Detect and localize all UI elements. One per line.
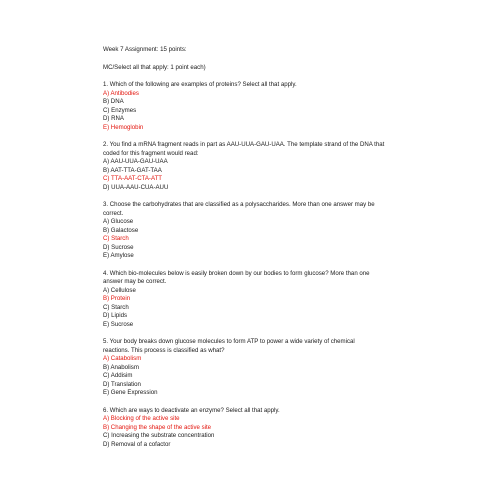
answer-option-highlighted: A) Antibodies — [103, 89, 139, 97]
spacer — [103, 72, 403, 81]
answer-option: C) Starch — [103, 303, 129, 311]
answer-option-highlighted: E) Hemoglobin — [103, 123, 144, 131]
answer-option: B) Galactose — [103, 226, 139, 234]
answer-option-highlighted: C) TTA-AAT-CTA-ATT — [103, 175, 163, 182]
question-prompt-line: answer may be correct. — [103, 278, 167, 285]
answer-option: E) Amylose — [103, 252, 134, 259]
answer-option: D) UUA-AAU-CUA-AUU — [103, 183, 169, 191]
document-content — [103, 46, 403, 449]
answer-option: C) Enzymes — [103, 106, 137, 114]
question-block — [103, 81, 403, 132]
answer-option-highlighted: C) Starch — [103, 235, 129, 242]
question-prompt-line: 2. You find a mRNA fragment reads in part as AAU-UUA-GAU-UAA. The template strand of the DNA that — [103, 141, 385, 148]
answer-option: D) RNA — [103, 115, 124, 122]
question-list — [103, 72, 403, 449]
spacer — [103, 261, 403, 270]
answer-option: A) AAU-UUA-GAU-UAA — [103, 158, 168, 165]
question-block — [103, 407, 403, 450]
answer-option-highlighted: B) Changing the shape of the active site — [103, 423, 212, 431]
question-block — [103, 141, 403, 192]
answer-option: E) Gene Expression — [103, 389, 158, 396]
answer-option: B) Anabolism — [103, 363, 139, 371]
answer-option: C) Addisim — [103, 372, 133, 379]
question-prompt-line: 5. Your body breaks down glucose molecules to form ATP to power a wide variety of chemical — [103, 338, 355, 345]
answer-option: D) Removal of a cofactor — [103, 440, 171, 448]
answer-option: D) Translation — [103, 380, 141, 388]
question-prompt-line: reactions. This process is classified as what? — [103, 346, 225, 354]
answer-option: B) AAT-TTA-GAT-TAA — [103, 166, 162, 174]
answer-option-highlighted: A) Blocking of the active site — [103, 415, 180, 422]
answer-option: A) Glucose — [103, 218, 134, 225]
answer-option-highlighted: B) Protein — [103, 295, 131, 302]
answer-option: B) DNA — [103, 98, 124, 105]
answer-option: C) Increasing the substrate concentration — [103, 432, 215, 439]
spacer — [103, 329, 403, 338]
answer-option: D) Sucrose — [103, 243, 134, 251]
answer-option: A) Cellulose — [103, 286, 136, 294]
spacer — [103, 132, 403, 141]
question-prompt-line: coded for this fragment would read: — [103, 149, 199, 157]
question-block — [103, 270, 403, 330]
question-prompt-line: correct. — [103, 209, 124, 217]
question-prompt-line: 4. Which bio-molecules below is easily broken down by our bodies to form glucose? More than one — [103, 269, 370, 277]
spacer — [103, 398, 403, 407]
answer-option-highlighted: A) Catabolism — [103, 355, 142, 362]
answer-option: E) Sucrose — [103, 320, 134, 328]
question-block — [103, 338, 403, 398]
answer-option: D) Lipids — [103, 312, 128, 319]
question-prompt-line: 6. Which are ways to deactivate an enzyme? Select all that apply. — [103, 406, 280, 414]
question-block — [103, 201, 403, 261]
spacer — [103, 55, 403, 64]
document-title: Week 7 Assignment: 15 points: — [103, 46, 187, 53]
question-prompt-line: 1. Which of the following are examples of proteins? Select all that apply. — [103, 81, 297, 88]
section-heading: MC/Select all that apply: 1 point each) — [103, 63, 206, 71]
question-prompt-line: 3. Choose the carbohydrates that are classified as a polysaccharides. More than one answer may be — [103, 201, 375, 208]
spacer — [103, 192, 403, 201]
